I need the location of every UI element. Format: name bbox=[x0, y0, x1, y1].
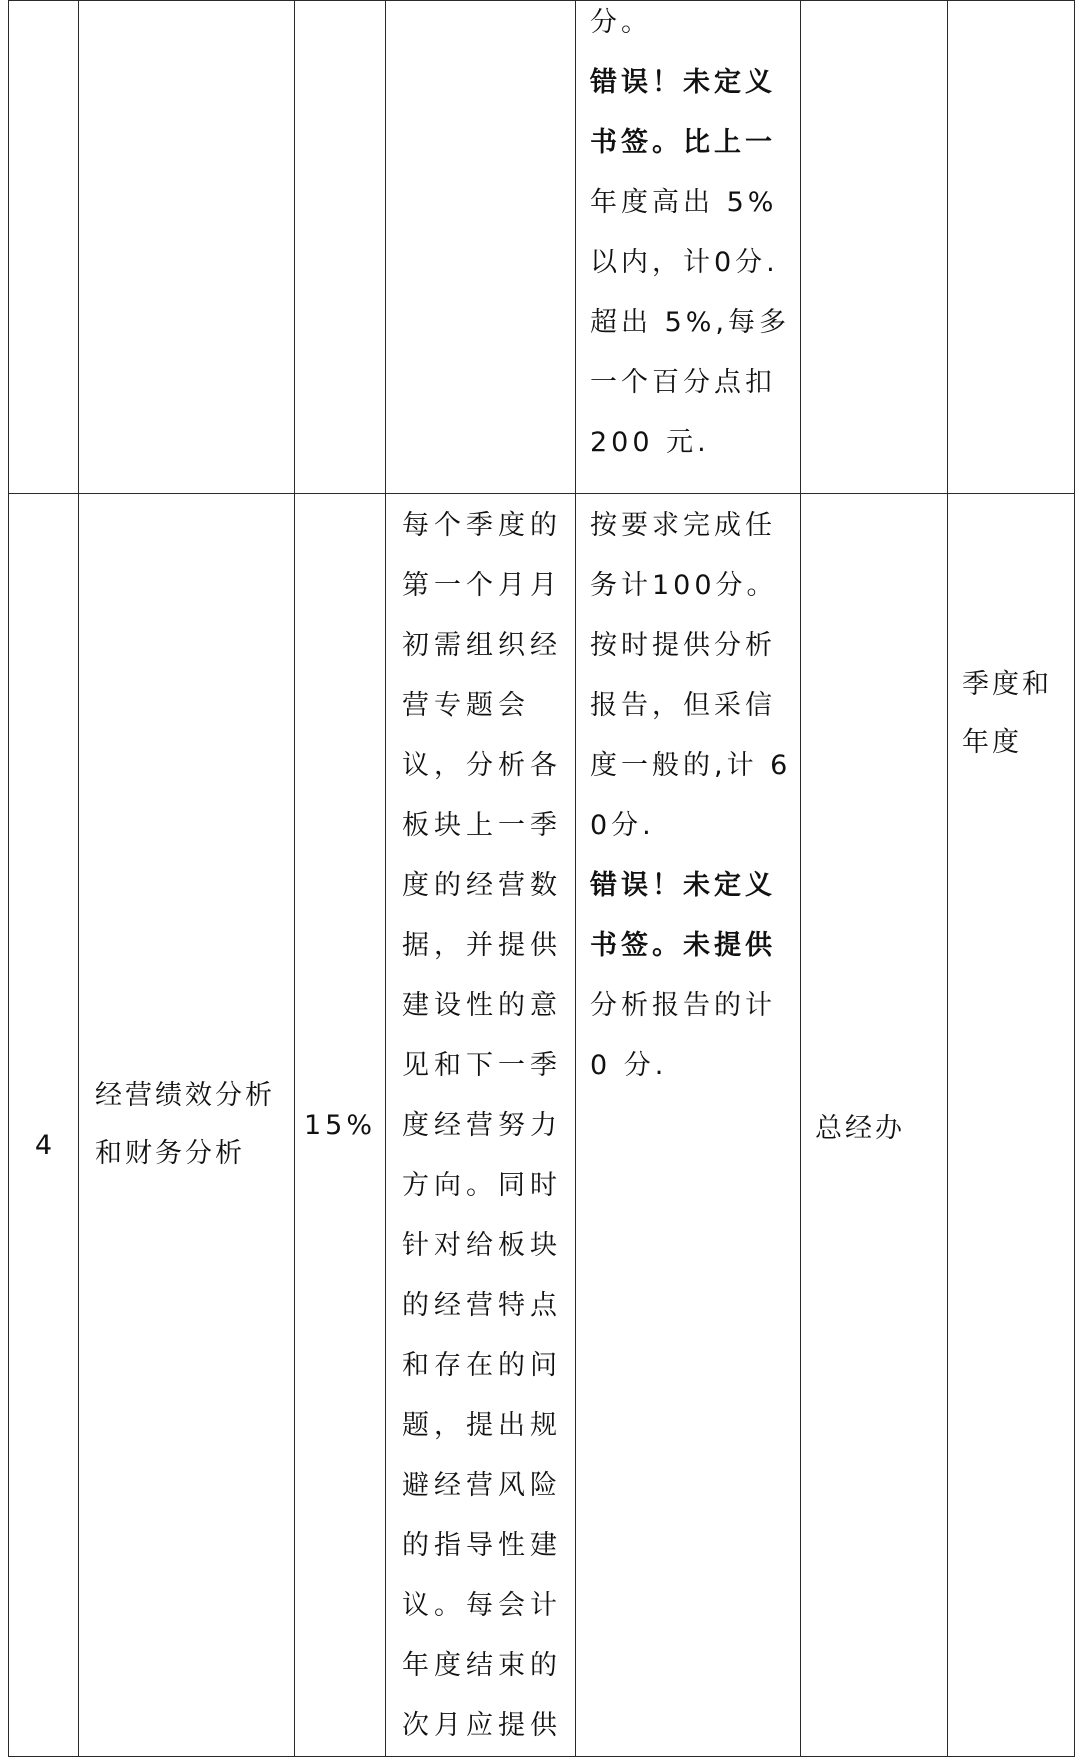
standard-line: 错误！未定义 bbox=[590, 870, 776, 901]
standard-line: 200 元. bbox=[590, 427, 710, 458]
weight-cell bbox=[295, 494, 386, 1757]
standard-line: 0 分. bbox=[590, 1050, 668, 1081]
standard-line: 度一般的,计 6 bbox=[590, 750, 792, 781]
standard-line: 分。 bbox=[590, 7, 652, 38]
item-cell bbox=[79, 494, 295, 1757]
standard-line: 0分. bbox=[590, 810, 655, 841]
standard-line: 按时提供分析 bbox=[590, 630, 776, 661]
standard-line: 年度高出 5% bbox=[590, 187, 778, 218]
standard-line: 以内，计0分. bbox=[590, 247, 779, 278]
standard-line: 书签。比上一 bbox=[590, 127, 776, 158]
standard-text bbox=[576, 496, 800, 1096]
standard-line: 超出 5%,每多 bbox=[590, 307, 790, 338]
weight-value: 15% bbox=[303, 1109, 376, 1141]
standard-text bbox=[576, 0, 800, 473]
number-cell bbox=[9, 1, 79, 494]
department-cell bbox=[801, 494, 948, 1757]
period-cell bbox=[948, 494, 1075, 1757]
standard-line: 务计100分。 bbox=[590, 570, 778, 601]
assessment-table bbox=[8, 0, 1075, 1757]
standard-cell bbox=[576, 494, 801, 1757]
description-text: 每个季度的第一个月月初需组织经营专题会议，分析各板块上一季度的经营数据，并提供建设性的意见和下一季度经营努力方向。同时针对给板块的经营特点和存在的问题，提出规避经营风险的指导性建议。每会计年度结束的次月应提供 bbox=[402, 510, 562, 1741]
standard-line: 报告，但采信 bbox=[590, 690, 776, 721]
standard-line: 书签。未提供 bbox=[590, 930, 776, 961]
item-cell bbox=[79, 1, 295, 494]
period-cell bbox=[948, 1, 1075, 494]
standard-line: 按要求完成任 bbox=[590, 510, 776, 541]
item-name: 经营绩效分析和财务分析 bbox=[95, 1080, 275, 1169]
description-cell bbox=[386, 1, 576, 494]
department-cell bbox=[801, 1, 948, 494]
table-row bbox=[9, 494, 1075, 1757]
standard-line: 分析报告的计 bbox=[590, 990, 776, 1021]
table-row bbox=[9, 1, 1075, 494]
standard-cell bbox=[576, 1, 801, 494]
standard-line: 错误！未定义 bbox=[590, 67, 776, 98]
number-cell bbox=[9, 494, 79, 1757]
standard-line: 一个百分点扣 bbox=[590, 367, 776, 398]
period-value: 季度和年度 bbox=[962, 669, 1052, 758]
row-number: 4 bbox=[34, 1129, 53, 1161]
description-cell bbox=[386, 494, 576, 1757]
department-name: 总经办 bbox=[815, 1112, 905, 1144]
weight-cell bbox=[295, 1, 386, 494]
